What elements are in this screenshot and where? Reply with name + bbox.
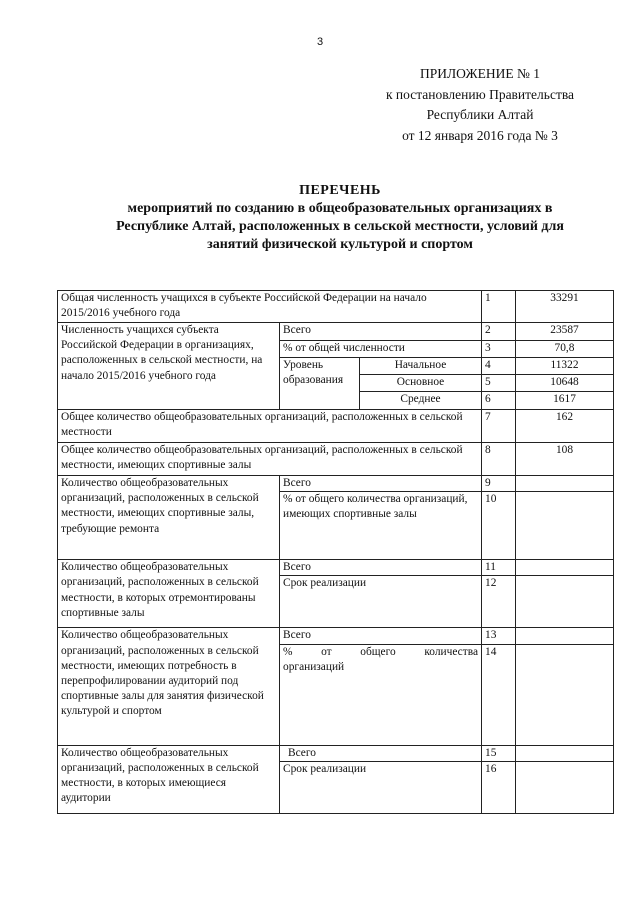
row-label: Численность учащихся субъекта Российской Федерации в организациях, расположенных в сельской местности, на начало 2015/2016 учебного года [58,323,280,410]
row-number: 2 [482,323,516,341]
title-heading: ПЕРЕЧЕНЬ [299,183,381,198]
term-label: Срок реализации [280,576,482,628]
percent-label: % от общего количества организаций, имеющих спортивные залы [280,492,482,560]
row-label: Количество общеобразовательных организаций, расположенных в сельской местности, в которых имеющиеся аудитории [58,745,280,813]
row-number: 15 [482,745,516,761]
appendix-line-4: от 12 января 2016 года № 3 [402,127,558,143]
percent-label-line-1: % от общего количества [283,645,478,658]
row-value [516,628,614,644]
row-value [516,576,614,628]
level-label: Уровень образования [280,358,360,410]
term-label: Срок реализации [280,761,482,813]
total-label: Всего [280,323,482,341]
title-line-1: мероприятий по созданию в общеобразовательных организациях в [127,201,553,216]
row-number: 6 [482,392,516,410]
row-label: Общее количество общеобразовательных организаций, расположенных в сельской местности [58,410,482,443]
row-value: 108 [516,443,614,476]
row-number: 10 [482,492,516,560]
row-number: 13 [482,628,516,644]
page-number: 3 [316,36,324,48]
row-value: 10648 [516,375,614,392]
row-label: Общая численность учащихся в субъекте Российской Федерации на начало 2015/2016 учебного года [58,291,482,323]
total-label: Всего [280,628,482,644]
total-label: Всего [280,560,482,576]
row-number: 16 [482,761,516,813]
row-value [516,492,614,560]
row-label: Количество общеобразовательных организаций, расположенных в сельской местности, имеющих спортивные залы, требующие ремонта [58,476,280,560]
row-label: Количество общеобразовательных организаций, расположенных в сельской местности, в которых отремонтированы спортивные залы [58,560,280,628]
table-row [58,476,614,492]
table-row [58,628,614,644]
appendix-block [350,64,610,146]
total-label: Всего [280,476,482,492]
row-value: 162 [516,410,614,443]
percent-label [280,644,482,745]
title-line-2: Республике Алтай, расположенных в сельской местности, условий для [116,219,564,234]
row-number: 1 [482,291,516,323]
table-row [58,443,614,476]
row-value [516,761,614,813]
row-value [516,745,614,761]
row-number: 8 [482,443,516,476]
table-row [58,323,614,341]
basic-label: Основное [360,375,482,392]
row-number: 9 [482,476,516,492]
row-value [516,644,614,745]
row-number: 11 [482,560,516,576]
row-label: Общее количество общеобразовательных организаций, расположенных в сельской местности, имеющих спортивные залы [58,443,482,476]
row-number: 12 [482,576,516,628]
row-label: Количество общеобразовательных организаций, расположенных в сельской местности, имеющих потребность в перепрофилировании аудиторий под спортивные залы для занятия физической культурой и спортом [58,628,280,745]
document-title [80,182,600,254]
row-number: 7 [482,410,516,443]
table-row [58,745,614,761]
row-value [516,560,614,576]
table-row [58,560,614,576]
percent-label-line-2: организаций [283,660,345,673]
row-number: 3 [482,341,516,358]
row-value [516,476,614,492]
appendix-line-1: ПРИЛОЖЕНИЕ № 1 [419,66,541,81]
row-number: 5 [482,375,516,392]
row-value: 11322 [516,358,614,375]
percent-label: % от общей численности [280,341,482,358]
title-line-3: занятий физической культурой и спортом [207,237,473,252]
table-row [58,410,614,443]
appendix-line-2: к постановлению Правительства [385,86,575,102]
row-value: 1617 [516,392,614,410]
row-number: 14 [482,644,516,745]
total-label: Всего [280,745,482,761]
row-number: 4 [482,358,516,375]
row-value: 70,8 [516,341,614,358]
secondary-label: Среднее [360,392,482,410]
row-value: 23587 [516,323,614,341]
measures-table [57,290,614,814]
appendix-line-3: Республики Алтай [426,107,534,122]
primary-label: Начальное [360,358,482,375]
row-value: 33291 [516,291,614,323]
table-row [58,291,614,323]
